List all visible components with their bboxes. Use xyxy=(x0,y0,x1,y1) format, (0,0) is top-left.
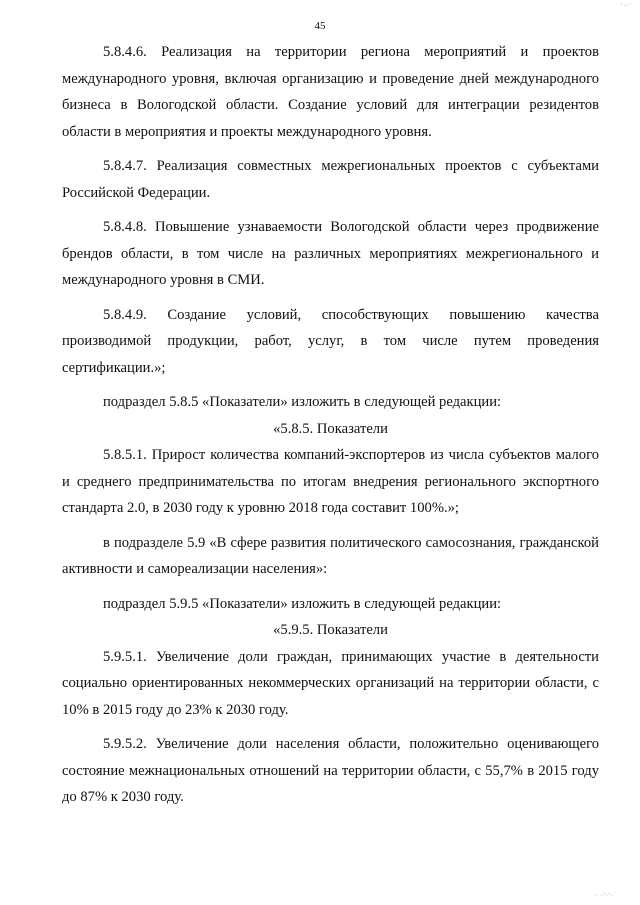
scan-corner-mark-top: ·.·· xyxy=(620,2,632,8)
page-number: 45 xyxy=(314,20,326,32)
instruction-subsection-5-9: в подразделе 5.9 «В сфере развития политического самосознания, гражданской активности и самореализации населения»: xyxy=(62,534,599,577)
instruction-subsection-5-9-5: подраздел 5.9.5 «Показатели» изложить в следующей редакции: xyxy=(103,595,502,612)
heading-5-8-5: «5.8.5. Показатели xyxy=(273,420,388,437)
document-body xyxy=(62,39,599,811)
paragraph-5-8-4-7: 5.8.4.7. Реализация совместных межрегиональных проектов с субъектами Российской Федерации. xyxy=(62,158,599,201)
paragraph-5-8-4-6: 5.8.4.6. Реализация на территории региона мероприятий и проектов международного уровня, включая организацию и проведение дней международного бизнеса в Вологодской области. Создание условий для интеграции резидентов области в мероприятия и проекты международного уровня. xyxy=(62,44,599,140)
scan-corner-mark-bottom: · ·'·'· xyxy=(595,893,614,899)
paragraph-5-8-4-8: 5.8.4.8. Повышение узнаваемости Вологодской области через продвижение брендов области, в том числе на различных мероприятиях межрегионального и международного уровня в СМИ. xyxy=(62,219,599,288)
paragraph-5-8-5-1: 5.8.5.1. Прирост количества компаний-экспортеров из числа субъектов малого и среднего предпринимательства по итогам внедрения регионального экспортного стандарта 2.0, в 2030 году к уровню 2018 года составит 100%.»; xyxy=(62,447,599,516)
instruction-subsection-5-8-5: подраздел 5.8.5 «Показатели» изложить в следующей редакции: xyxy=(103,394,502,410)
paragraph-5-9-5-2: 5.9.5.2. Увеличение доли населения области, положительно оценивающего состояние межнациональных отношений на территории области, с 55,7% в 2015 году до 87% к 2030 году. xyxy=(62,736,599,805)
heading-5-9-5: «5.9.5. Показатели xyxy=(273,622,388,638)
paragraph-5-9-5-1: 5.9.5.1. Увеличение доли граждан, принимающих участие в деятельности социально ориентированных некоммерческих организаций на территории области, с 10% в 2015 году до 23% к 2030 году. xyxy=(62,648,599,718)
paragraph-5-8-4-9: 5.8.4.9. Создание условий, способствующих повышению качества производимой продукции, работ, услуг, в том числе путем проведения сертификации.»; xyxy=(62,306,599,376)
